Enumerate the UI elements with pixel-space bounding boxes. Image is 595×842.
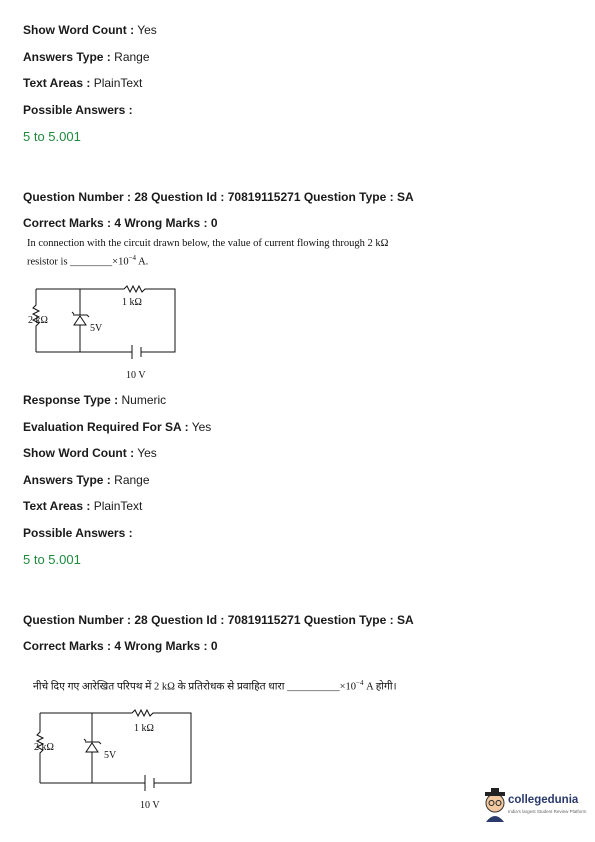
circuit-diagram-hi [32, 706, 202, 816]
possible-answers-label: Possible Answers : [23, 103, 133, 117]
r2-label-hi: 1 kΩ [134, 723, 154, 734]
mascot-icon [482, 788, 508, 822]
text-areas-row-2: Text Areas : PlainText [23, 499, 143, 513]
r1-label-hi: 2 kΩ [34, 742, 54, 753]
question-text: In connection with the circuit drawn below, the value of current flowing through 2 kΩ resistor is $\_\_\_\_\_\_\_\_\times 10^{-4}$ A. [27, 238, 389, 268]
possible-answers-value: 5 to 5.001 [23, 129, 81, 144]
r2-label: 1 kΩ [122, 297, 142, 308]
r1-label: 2 kΩ [28, 315, 48, 326]
marks-row: Correct Marks : 4 Wrong Marks : 0 [23, 216, 218, 230]
question-header-hi: Question Number : 28 Question Id : 70819115271 Question Type : SA [23, 613, 414, 627]
evaluation-row: Evaluation Required For SA : Yes [23, 420, 212, 434]
battery-label-hi: 10 V [140, 800, 160, 811]
zener-label: 5V [90, 323, 103, 334]
text-areas-row: Text Areas : PlainText [23, 76, 143, 90]
collegedunia-logo: collegedunia India's largest Student Review Platform [482, 788, 592, 824]
battery-label: 10 V [126, 370, 146, 381]
possible-answers-value-2: 5 to 5.001 [23, 552, 81, 567]
show-word-count-row: Show Word Count : Yes [23, 23, 157, 37]
marks-row-hi: Correct Marks : 4 Wrong Marks : 0 [23, 639, 218, 653]
zener-label-hi: 5V [104, 750, 117, 761]
possible-answers-label-2: Possible Answers : [23, 526, 133, 540]
circuit-diagram [28, 283, 188, 383]
answers-type-row: Answers Type : Range [23, 50, 150, 64]
answers-type-row-2: Answers Type : Range [23, 473, 150, 487]
question-header: Question Number : 28 Question Id : 70819115271 Question Type : SA [23, 190, 414, 204]
response-type-row: Response Type : Numeric [23, 393, 167, 407]
show-word-count-row-2: Show Word Count : Yes [23, 446, 157, 460]
question-text-hi: नीचे दिए गए आरेखित परिपथ में 2 kΩ के प्रतिरोधक से प्रवाहित धारा $\_\_\_\_\_\_\_\_\_\_\times 10^{-4}$ A होगी। [33, 679, 397, 693]
